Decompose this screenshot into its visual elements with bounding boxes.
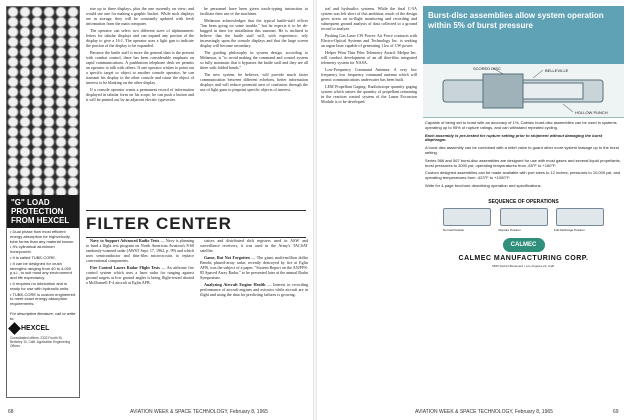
sequence-step-discharge: [556, 208, 604, 226]
right-page-number: 69: [613, 409, 619, 415]
news-item-body: Interest in recording performance of aircraft engines and avionics while aircraft are in flight and using the data for predicting failures is growing.: [200, 282, 308, 297]
sequence-diagrams: [423, 205, 624, 229]
hexcel-bullet: • It is called TUBE-CORE.: [10, 256, 76, 261]
paragraph: The new system, he believes, will provide much faster communication between different echelons, better information displays and will reduce potential area of confusion through the use of light guns to pinpoint specific objects of interest.: [200, 72, 308, 92]
calmec-body-copy: [423, 118, 624, 195]
news-item-body: The giant, multi-million dollar Bendix phased-array radar, recently destroyed by fire at Eglin AFB, was the subject of a paper, "Sixteen Report on the AN/FPS-85 Spaced Array Radar," to be presented later at the annual Radar Symposium.: [200, 255, 308, 280]
hexcel-cta: For descriptive literature, call or write to:: [10, 310, 76, 321]
paragraph: The guiding philosophy in system design, according to Melanson, is "to avoid making the command and control system so fully automatic that it bypasses the battle staff and they are all there with folded hands.": [200, 50, 308, 70]
paragraph: Because the battle staff is more the general than is the present with combat control, there has been considerable emphasis on rapid communications. A pushbutton telephone desk set permits an operator to talk with others. If one operator wishes to point out a specific target or object to another console operator, he can transmit his display to the other console and cause the object of interest to be blinking on the other display.: [86, 50, 194, 85]
filter-center-heading: FILTER CENTER: [86, 210, 306, 238]
news-item: Game, But Not Forgotten — The giant, multi-million dollar Bendix phased-array radar, recently destroyed by fire at Eglin AFB, was the subject of a paper, "Sixteen Report on the AN/FPS-85 Spaced Array Radar," to be presented later at the annual Radar Symposium.: [200, 255, 308, 280]
right-running-footer: AVIATION WEEK & SPACE TECHNOLOGY, February 8, 1965: [415, 409, 553, 415]
news-item-heading: Navy to Support Advanced Radio Tests: [90, 238, 160, 243]
article-column-middle: [200, 6, 308, 204]
hexcel-logo-icon: [8, 322, 21, 335]
paragraph: If a console operator wants a permanent record of information displayed in tabular form on his scope, he can push a button and it will be printed out by an adjacent electric typewriter.: [86, 87, 194, 102]
news-item-continuation: sistors and distributed shift registers used in ASW and surveillance receivers, it was used in the Army's TACSAT satellite.: [200, 238, 308, 253]
filter-center-column-right: [200, 238, 308, 403]
hexcel-bullet: • TUBE-CORE is custom engineered to meet exact energy absorption requirements.: [10, 293, 76, 307]
burst-disc-cutaway-illustration: [423, 64, 624, 118]
sequence-step-normal: [443, 208, 491, 226]
paragraph: Write for 4-page brochure describing operation and specifications.: [425, 182, 542, 188]
news-item: Navy to Support Advanced Radio Tests — Navy is planning to fund a flight test program on North American Aviation's 8-60 randomly-scanned radar (AWST Sept. 17, 1962, p. 99) and which uses semiconductor and thin-film microcircuits to replace conventional components.: [86, 238, 194, 263]
hexcel-bullet: • It's cylindrical aluminum honeycomb.: [10, 245, 76, 255]
news-item-body: An airborne fire control system which uses a laser radar for ranging against ground targets at low ground angles is being flight-tested aboard a McDonnell F-4 aircraft at Eglin AFB.: [86, 265, 194, 285]
paragraph: Helper Wins Thin Film Telemetry Award: Melpar Inc. will conduct development of an all thin-film integrated telemetry system for NASA.: [321, 50, 417, 65]
news-item: Analyzing Aircraft Engine Health — Interest in recording performance of aircraft engines and avionics while aircraft are in flight and using the data for predicting failures is growing.: [200, 282, 308, 297]
burst-disc-diagram: [423, 64, 624, 118]
paragraph: Capable of being set to burst with an accuracy of 1%, Calmec burst-disc assemblies can be used in systems operating up to 95% of rupture ratings, and can withstand repeated cycling.: [425, 120, 617, 130]
paragraph-emphasis: [425, 134, 622, 144]
label-belleville: BELLEVILLE: [545, 68, 569, 73]
left-page-number: 68: [8, 409, 14, 415]
article-column-left: [86, 6, 194, 204]
calmec-ad: [423, 6, 624, 398]
article-column-right-page: [321, 6, 417, 401]
label-hollow-punch: HOLLOW PUNCH: [575, 110, 608, 115]
paragraph: tral and hydraulics systems. While the final C-5A system was left short of this ambition, much of the design gives stress on in-flight monitoring and recording and subsequent ground analysis of data collected to a ground record to analyze.: [321, 6, 417, 31]
label-scored-disc: SCORED DISC: [473, 66, 501, 71]
hexcel-logo-text: HEXCEL: [21, 324, 50, 332]
calmec-company-name: CALMEC MANUFACTURING CORP.: [458, 255, 589, 263]
calmec-logo: CALMEC: [503, 238, 545, 252]
sequence-step-rupture: [500, 208, 548, 226]
filter-center-column-left: [86, 238, 194, 403]
hexcel-bullet: • It can be designed for crush strengths ranging from 40 to 4,000 p.s.i., to suit most any environment and life expectancy.: [10, 262, 76, 281]
sequence-title: SEQUENCE OF OPERATIONS: [488, 198, 559, 205]
hexcel-bullet: • Dual phase flow most efficient energy absorption for highvelocity tube forms than any material known.: [10, 230, 76, 244]
caption: Normal Position: [443, 227, 465, 232]
news-item: Fire Control Lasers Radar Flight Tests — An airborne fire control system which uses a laser radar for ranging against ground targets at low ground angles is being flight-tested aboard a McDonnell F-4 aircraft at Eglin AFB.: [86, 265, 194, 285]
hexcel-address: Consolidated offices: 2332 Fourth St., Berkeley 10, Calif. Application Engineering Offices: [10, 335, 71, 348]
news-item-heading: Game, But Not Forgotten: [204, 255, 250, 260]
left-running-footer: AVIATION WEEK & SPACE TECHNOLOGY, February 8, 1965: [130, 409, 268, 415]
caption: Rupture Position: [498, 227, 521, 232]
news-item-heading: Analyzing Aircraft Engine Health: [204, 282, 266, 287]
hexcel-bullet: • It requires no lubrication and is ready for use with hydraulic units.: [10, 282, 76, 292]
paragraph: Low-Frequency Command Antenna: A very low frequency low frequency command antenna which will permit communications underwater has been built.: [321, 67, 417, 82]
paragraph: rise up to three displays, plus the one currently on view; and would use one for making a graphic bucket. While such displays are in storage, they will be constantly updated with fresh information from the main computer.: [86, 6, 194, 26]
calmec-headline: Burst-disc assemblies allow system operation within 5% of burst pressure: [423, 6, 624, 64]
news-item-heading: Fire Control Lasers Radar Flight Tests: [90, 265, 160, 270]
paragraph: A burst disc assembly can be combined with a relief valve to guard other more system leakage up to the burst setting.: [425, 145, 619, 155]
hexcel-headline: "G" LOAD PROTECTION FROM HEXCEL: [7, 195, 79, 228]
paragraph: be personnel have been given touch-typing instruction to facilitate their use of the machines.: [200, 6, 308, 16]
sequence-captions: [423, 229, 624, 233]
paragraph: Series 566 and 567 burst-disc assemblies are designed for use with most gases and several liquid propellants; burst pressures to 3000 psi; operating temperatures from -65°F to +160°F.: [425, 157, 621, 168]
tube-core-honeycomb-image: [7, 7, 79, 195]
paragraph: Melanson acknowledges that the typical battle-staff officer "has been going on some trouble," but he expects it to be de-bugged in time for installation this summer. He is inclined to believe that the battle staff will, with experience, rely increasingly upon the console displays and that the large screen display will become secondary.: [200, 18, 308, 48]
paragraph: Custom designed assemblies can be made available with port sizes to 12 inches; pressures to 10,000 psi; and operating temperatures from -423°F to +1000°F.: [425, 170, 621, 181]
paragraph: The operator can select two different sizes of alphanumeric letters for tabular displays and can expand any portion of the display to give a 16:1. The operator uses a light gun to indicate the portion of the display to be expanded.: [86, 28, 194, 48]
right-page: [315, 0, 630, 420]
paragraph: LEM Propellant Gaging: Radioisotope quantity gaging system which senses the quantity of propellant remaining in the reaction control system of the Lunar Excursion Module is to be developed.: [321, 84, 417, 104]
news-item-body: Navy is planning to fund a flight test program on North American Aviation's 8-60 randomly-scanned radar (AWST Sept. 17, 1962, p. 99) and which uses semiconductor and thin-film microcircuits to replace conventional components.: [86, 238, 194, 263]
emphasis-text: Each assembly is pre-tested for rupture setting prior to shipment without damaging the burst diaphragm.: [425, 132, 603, 143]
caption: Full Discharge Position: [554, 227, 585, 232]
hexcel-ad: [6, 6, 80, 398]
paragraph: Pushing Gas Laser CW Power: Air Force contracts with Electro-Optical Systems and Technology Inc. is seeking an argon laser capable of generating 1 kw of CW power.: [321, 33, 417, 48]
hexcel-bullet-list: [7, 228, 79, 310]
calmec-address: 5825 District Boulevard • Los Angeles 22, Calif.: [492, 264, 555, 269]
hexcel-logo: [7, 322, 79, 335]
